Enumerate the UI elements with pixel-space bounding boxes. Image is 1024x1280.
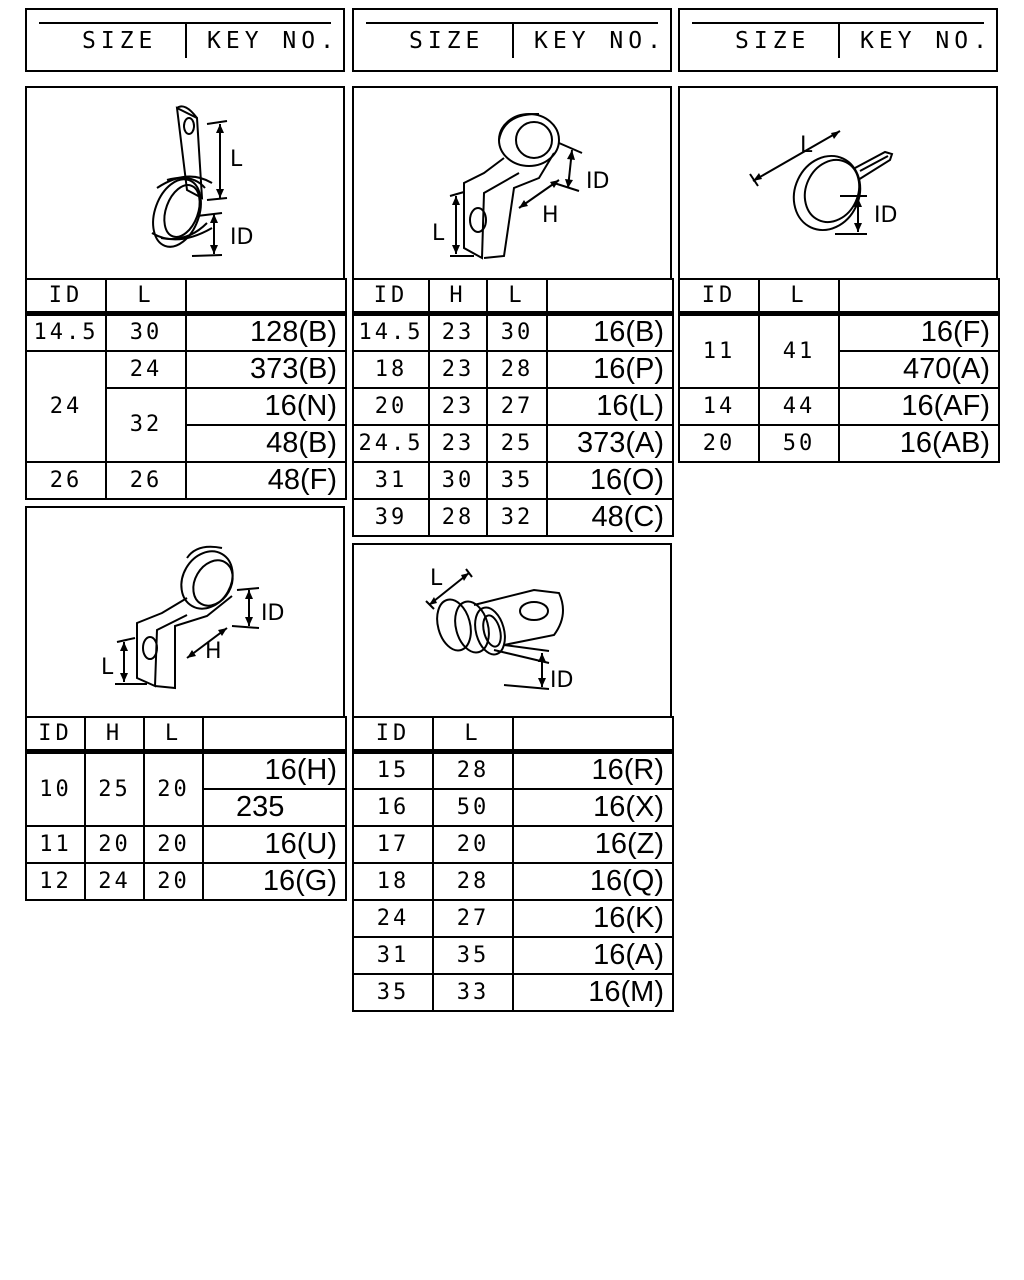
h-cell: 24 (85, 863, 144, 900)
key-no-cell: 16(M) (513, 974, 673, 1011)
column-header: L (433, 717, 513, 752)
id-cell: 35 (353, 974, 433, 1011)
column-header: ID (26, 279, 106, 314)
id-cell: 12 (26, 863, 85, 900)
h-cell: 28 (429, 499, 487, 536)
l-cell: 24 (106, 351, 186, 388)
column-header: ID (353, 279, 429, 314)
id-cell: 16 (353, 789, 433, 826)
id-cell: 10 (26, 752, 85, 826)
h-cell: 23 (429, 351, 487, 388)
id-cell: 24 (26, 351, 106, 462)
l-cell: 30 (106, 314, 186, 351)
clamp-a-drawing (25, 86, 345, 279)
key-no-header: KEY NO. (534, 28, 666, 54)
header-box-1 (25, 8, 345, 72)
clamp-e-drawing (352, 543, 672, 717)
l-cell: 35 (487, 462, 547, 499)
id-cell: 20 (679, 425, 759, 462)
column-header: L (144, 717, 203, 752)
h-cell: 30 (429, 462, 487, 499)
key-no-cell: 48(F) (186, 462, 346, 499)
size-header: SIZE (82, 28, 158, 54)
key-no-cell: 16(L) (547, 388, 673, 425)
key-no-cell: 16(X) (513, 789, 673, 826)
key-no-cell: 16(B) (547, 314, 673, 351)
l-cell: 32 (106, 388, 186, 462)
column-header: ID (26, 717, 85, 752)
dim-label-l: L (430, 566, 443, 591)
l-cell: 50 (759, 425, 839, 462)
id-cell: 26 (26, 462, 106, 499)
dim-label-l: L (432, 221, 445, 246)
l-cell: 26 (106, 462, 186, 499)
l-cell: 20 (144, 752, 203, 826)
clamp-b-drawing (352, 86, 672, 279)
column-header: H (85, 717, 144, 752)
id-cell: 39 (353, 499, 429, 536)
key-no-cell: 373(A) (547, 425, 673, 462)
dim-label-h: H (205, 639, 222, 664)
l-cell: 50 (433, 789, 513, 826)
column-header: L (106, 279, 186, 314)
id-cell: 11 (26, 826, 85, 863)
column-header: L (487, 279, 547, 314)
key-no-cell: 48(B) (186, 425, 346, 462)
id-cell: 24 (353, 900, 433, 937)
key-no-cell: 16(O) (547, 462, 673, 499)
id-cell: 20 (353, 388, 429, 425)
key-no-header: KEY NO. (860, 28, 992, 54)
column-header (839, 279, 999, 314)
key-no-cell: 373(B) (186, 351, 346, 388)
clamp-d-drawing (25, 506, 345, 717)
key-no-cell: 16(F) (839, 314, 999, 351)
column-header (186, 279, 346, 314)
clamp-b-table (352, 278, 674, 537)
key-no-cell: 16(Q) (513, 863, 673, 900)
l-cell: 33 (433, 974, 513, 1011)
clamp-d-table (25, 716, 347, 901)
key-no-cell: 16(K) (513, 900, 673, 937)
key-no-cell: 128(B) (186, 314, 346, 351)
key-no-header: KEY NO. (207, 28, 339, 54)
h-cell: 23 (429, 314, 487, 351)
h-cell: 25 (85, 752, 144, 826)
l-cell: 32 (487, 499, 547, 536)
key-no-cell: 16(P) (547, 351, 673, 388)
dim-label-id: ID (550, 668, 574, 693)
l-cell: 20 (433, 826, 513, 863)
dim-label-l: L (230, 147, 243, 172)
key-no-cell: 16(G) (203, 863, 346, 900)
column-header (203, 717, 346, 752)
clamp-a-table (25, 278, 347, 500)
l-cell: 28 (433, 863, 513, 900)
key-no-cell: 16(R) (513, 752, 673, 789)
column-header: ID (679, 279, 759, 314)
id-cell: 18 (353, 863, 433, 900)
dim-label-id: ID (261, 601, 285, 626)
id-cell: 11 (679, 314, 759, 388)
key-no-cell: 16(U) (203, 826, 346, 863)
l-cell: 35 (433, 937, 513, 974)
id-cell: 24.5 (353, 425, 429, 462)
key-no-cell: 470(A) (839, 351, 999, 388)
l-cell: 20 (144, 863, 203, 900)
clamp-c-table (678, 278, 1000, 463)
dim-label-id: ID (586, 169, 610, 194)
column-header (547, 279, 673, 314)
key-no-cell: 16(H) (203, 752, 346, 789)
key-no-cell: 16(AB) (839, 425, 999, 462)
key-no-cell: 16(AF) (839, 388, 999, 425)
id-cell: 15 (353, 752, 433, 789)
l-cell: 44 (759, 388, 839, 425)
dim-label-l: L (800, 133, 813, 158)
clamp-e-table (352, 716, 674, 1012)
id-cell: 14 (679, 388, 759, 425)
header-box-3 (678, 8, 998, 72)
column-header (513, 717, 673, 752)
size-header: SIZE (735, 28, 811, 54)
key-no-cell: 235 (203, 789, 346, 826)
dim-label-l: L (101, 655, 114, 680)
l-cell: 27 (433, 900, 513, 937)
column-header: L (759, 279, 839, 314)
column-header: H (429, 279, 487, 314)
id-cell: 14.5 (26, 314, 106, 351)
id-cell: 14.5 (353, 314, 429, 351)
h-cell: 23 (429, 388, 487, 425)
clamp-c-drawing (678, 86, 998, 279)
l-cell: 20 (144, 826, 203, 863)
l-cell: 28 (487, 351, 547, 388)
column-header: ID (353, 717, 433, 752)
key-no-cell: 16(Z) (513, 826, 673, 863)
size-header: SIZE (409, 28, 485, 54)
l-cell: 28 (433, 752, 513, 789)
l-cell: 25 (487, 425, 547, 462)
l-cell: 27 (487, 388, 547, 425)
id-cell: 18 (353, 351, 429, 388)
dim-label-h: H (542, 203, 559, 228)
id-cell: 31 (353, 462, 429, 499)
header-box-2 (352, 8, 672, 72)
dim-label-id: ID (230, 225, 254, 250)
l-cell: 41 (759, 314, 839, 388)
key-no-cell: 16(N) (186, 388, 346, 425)
dim-label-id: ID (874, 203, 898, 228)
h-cell: 23 (429, 425, 487, 462)
key-no-cell: 48(C) (547, 499, 673, 536)
id-cell: 31 (353, 937, 433, 974)
key-no-cell: 16(A) (513, 937, 673, 974)
h-cell: 20 (85, 826, 144, 863)
l-cell: 30 (487, 314, 547, 351)
id-cell: 17 (353, 826, 433, 863)
